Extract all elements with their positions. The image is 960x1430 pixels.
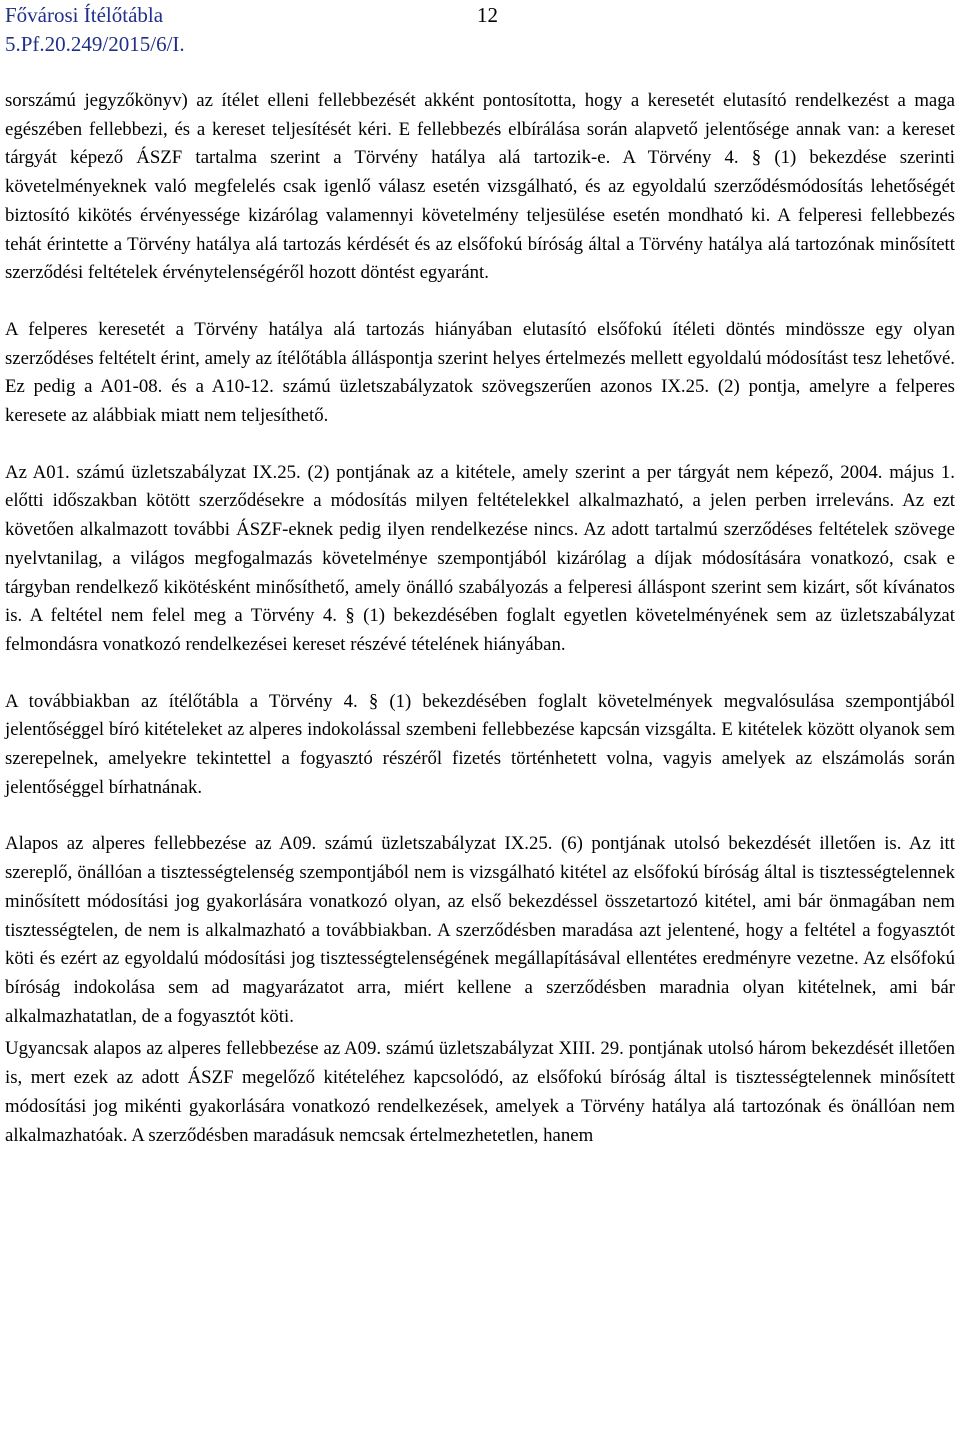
document-page: [5, 0, 955, 1146]
court-name: Fővárosi Ítélőtábla: [5, 3, 164, 27]
paragraph-6: Ugyancsak alapos az alperes fellebbezése az A09. számú üzletszabályzat XIII. 29. pontjának utolsó három bekezdését illetően is, mert ezek az adott ÁSZF megelőző kitételéhez kapcsolódó, az elsőfokú bíróság által is tisztességtelennek minősített módosítási jog mikénti gyakorlására vonatkozó rendelkezések, amelyek a Törvény hatálya alá tartozónak és önállóan nem alkalmazhatóak. A szerződésben maradásuk nemcsak értelmezhetetlen, hanem: [5, 1038, 955, 1146]
page-number: 12: [477, 3, 498, 27]
paragraph-5: Alapos az alperes fellebbezése az A09. számú üzletszabályzat IX.25. (6) pontjának utolsó bekezdését illetően is. Az itt szereplő, önállóan a tisztességtelenség szempontjából nem is vizsgálható kitétel az elsőfokú bíróság által is tisztességtelennek minősített módosítási jog gyakorlására vonatkozó olyan, az első bekezdéssel összetartozó kitétel, ami bár önmagában nem tisztességtelen, de nem is alkalmazható a továbbiakban. A szerződésben maradása azt jelentené, hogy a feltétel a fogyasztót köti és ezért az egyoldalú módosítási jog tisztességtelenségének megállapításával ellentétes eredményre vezetne. Az elsőfokú bíróság indokolása sem ad magyarázatot arra, miért kellene a szerződésben maradnia olyan kitételnek, ami bár alkalmazhatatlan, de a fogyasztót köti.: [5, 833, 955, 1027]
paragraph-4: A továbbiakban az ítélőtábla a Törvény 4. § (1) bekezdésében foglalt követelmények megvalósulása szempontjából jelentőséggel bíró kitételeket az alperes indokolással szembeni fellebbezése kapcsán vizsgálta. E kitételek között olyanok sem szerepelnek, amelyekre tekintettel a fogyasztó részéről fizetés történhetett volna, vagyis amelyek az elszámolás során jelentőséggel bírhatnának.: [5, 690, 955, 798]
document-body: [5, 87, 955, 1150]
paragraph-3: Az A01. számú üzletszabályzat IX.25. (2) pontjának az a kitétele, amely szerint a per tárgyát nem képező, 2004. május 1. előtti időszakban kötött szerződésekre a módosítás milyen feltételekkel alkalmazható, a jelen perben irreleváns. Az ezt követően alkalmazott további ÁSZF-eknek pedig ilyen rendelkezése nincs. Az adott tartalmú szerződéses feltételek szövege nyelvtanilag, a világos megfogalmazás követelménye szempontjából kizárólag a díjak módosítására vonatkozó, csak e tárgyban rendelkező kikötésként minősíthető, amely önálló szabályozás a felperesi álláspont szerint sem kizárt, sőt kívánatos is. A feltétel nem felel meg a Törvény 4. § (1) bekezdésében foglalt egyetlen követelményének sem az üzletszabályzat felmondásra vonatkozó rendelkezései kereset részévé tételének hiányában.: [5, 461, 955, 655]
paragraph-1: sorszámú jegyzőkönyv) az ítélet elleni fellebbezését akként pontosította, hogy a keresetét elutasító rendelkezést a maga egészében fellebbezi, és a kereset teljesítését kéri. E fellebbezés elbírálása során alapvető jelentősége annak van: a kereset tárgyát képező ÁSZF tartalma szerint a Törvény hatálya alá tartozik-e. A Törvény 4. § (1) bekezdése szerinti követelményeknek való megfelelés csak igenlő válasz esetén vizsgálható, és az egyoldalú szerződésmódosítás lehetőségét biztosító kikötés érvényessége kizárólag valamennyi követelmény teljesülése esetén mondható ki. A felperesi fellebbezés tehát érintette a Törvény hatálya alá tartozás kérdését és az elsőfokú bíróság által a Törvény hatálya alá tartozónak minősített szerződési feltételek érvénytelenségéről hozott döntést egyaránt.: [5, 90, 955, 284]
page-header: [5, 0, 955, 62]
case-number: 5.Pf.20.249/2015/6/I.: [5, 32, 185, 56]
paragraph-2: A felperes keresetét a Törvény hatálya alá tartozás hiányában elutasító elsőfokú ítéleti döntés mindössze egy olyan szerződéses feltételt érint, amely az ítélőtábla álláspontja szerint helyes értelmezés mellett egyoldalú módosítást tesz lehetővé. Ez pedig a A01-08. és a A10-12. számú üzletszabályzatok szövegszerűen azonos IX.25. (2) pontja, amelyre a felperes keresete az alábbiak miatt nem teljesíthető.: [5, 318, 955, 427]
